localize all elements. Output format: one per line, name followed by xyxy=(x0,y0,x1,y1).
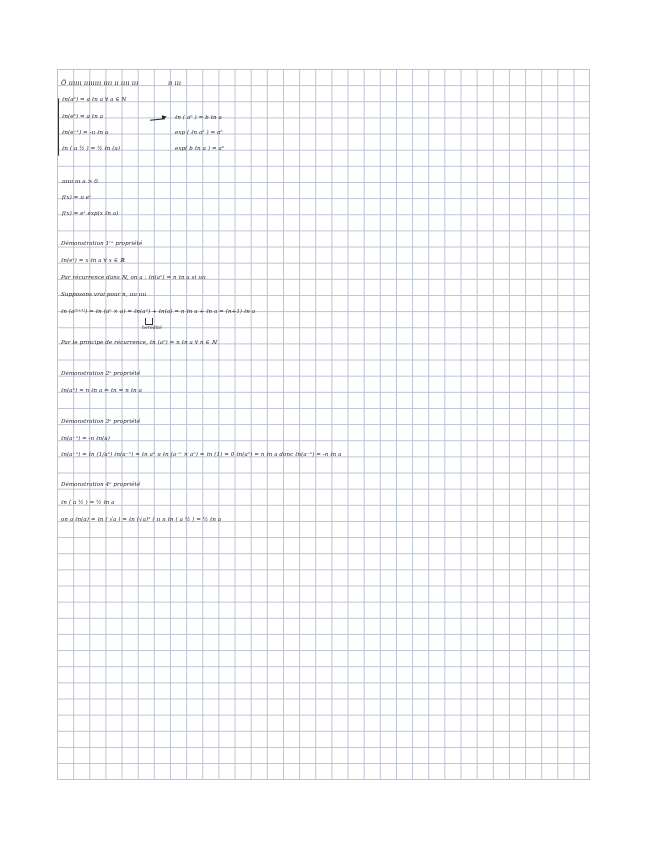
formula-line: Supposons vrai pour n, ıııı ıııı xyxy=(61,292,147,298)
section-heading: Démonstration 2ᵉ propriété xyxy=(61,371,141,377)
formula-line: Par le principe de récurrence, ℓn (aⁿ) = n ℓn a ∀ n ∈ ℕ xyxy=(61,340,217,346)
formula-line: ℓn(eᵇ) = a ℓn a xyxy=(62,114,104,120)
formula-line: ℓn ( aᵇ ) = b ℓn a xyxy=(175,115,222,121)
page-subtitle: ıı ııı xyxy=(168,79,182,87)
annotation-label: hérédité xyxy=(142,326,162,331)
section-heading: Démonstration 4ᵉ propriété xyxy=(61,482,141,488)
formula-line: exp ( ℓn aᵇ ) = aᵇ xyxy=(175,130,223,136)
page-title: Ö ıııııı ıııııııı ıııı ıı ıııı ııı xyxy=(61,79,139,87)
formula-line: ıııııı ııı a > 0 xyxy=(62,179,98,185)
formula-line: ℓn(aⁿ) = n ℓn a ⇔ ℓn = n ℓn a xyxy=(61,388,142,394)
formula-line: ℓn ( a ½ ) = ½ ℓn a xyxy=(61,500,115,506)
formula-line: exp( b ℓn a ) = aᵇ xyxy=(175,146,225,152)
formula-line: f(x) = eˣ exp(x ℓn a) xyxy=(62,211,119,217)
section-heading: Démonstration 3ᵉ propriété xyxy=(61,419,141,425)
formula-line: ℓn(aᵇ) = a ℓn a ∀ a ∈ N xyxy=(62,97,127,103)
formula-line: f(x) = ıı eˣ xyxy=(62,195,92,201)
brace-mark xyxy=(58,98,61,156)
formula-line: ℓn ( a ½ ) = ½ ℓn (a) xyxy=(62,146,121,152)
formula-line: ℓn(eˣ) = x ℓn a ∀ x ∈ ℝ xyxy=(61,258,125,264)
arrowhead-icon xyxy=(162,115,167,120)
formula-line: ℓn(a⁻ⁿ) = -n ℓn(a) xyxy=(61,436,110,442)
formula-line: Par récurrence dans ℕ, on a : ℓn(aⁿ) = n ℓn a si ıııı xyxy=(61,275,206,281)
underbrace-mark xyxy=(145,318,153,325)
section-heading: Démonstration 1ʳᵉ propriété xyxy=(61,241,143,247)
formula-line: ℓn(e⁻¹) = -ıı ℓn a xyxy=(62,130,109,136)
formula-line: ℓn(a⁻ⁿ) = ℓn (1/aⁿ) ℓn(a⁻ⁿ) = ℓn aⁿ ıı ℓn (a⁻ⁿ × aⁿ) = ℓn (1) = 0 ℓn(aⁿ) = n ℓn a donc ℓn(a⁻ⁿ) = -n ℓn a xyxy=(61,452,342,458)
formula-line: on a ℓn(a) = ℓn ( √a ) = ℓn (√a)² ( ıı ıı ℓn ( a ½ ) = ½ ℓn a xyxy=(61,517,222,523)
formula-line: ℓn (a⁽ⁿ⁺¹⁾) = ℓn (aⁿ × a) = ℓn(aⁿ) + ℓn(a) = n ℓn a + ℓn a = (n+1) ℓn a xyxy=(61,309,256,315)
